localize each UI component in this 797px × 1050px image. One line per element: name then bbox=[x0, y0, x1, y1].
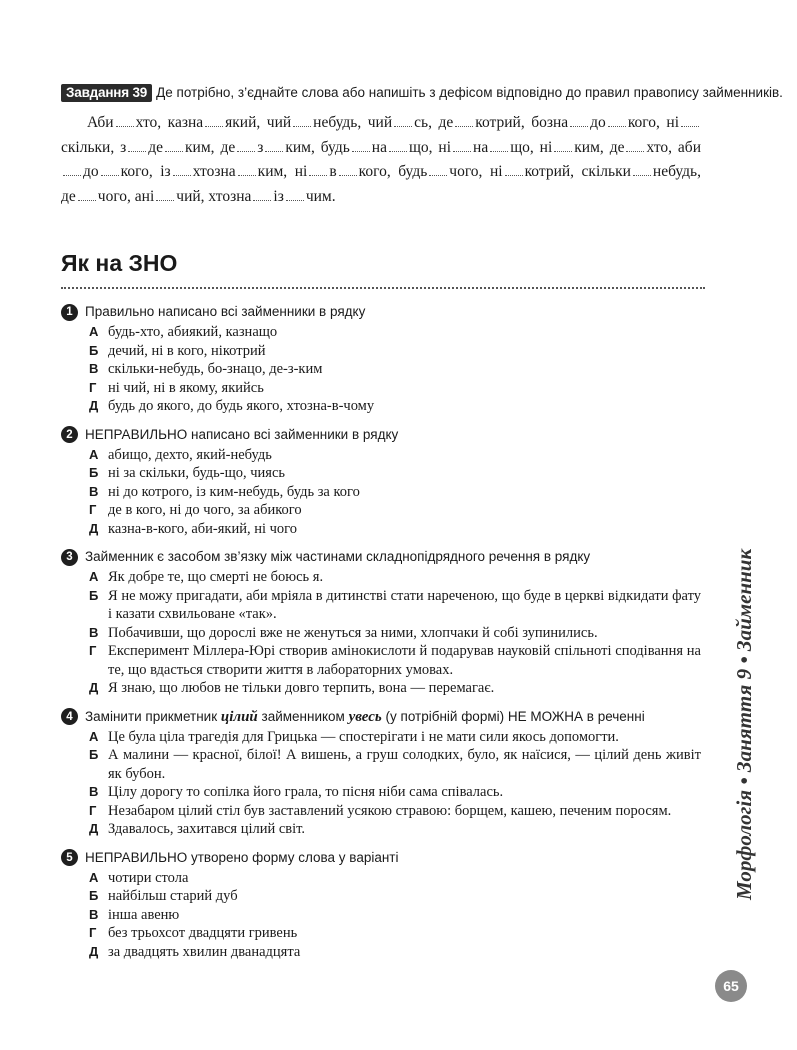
option-text: Здавалось, захитався цілий світ. bbox=[108, 821, 306, 837]
option-letter: Г bbox=[89, 502, 97, 517]
blank-slot bbox=[237, 139, 255, 152]
exercise-word: чого, ні bbox=[449, 163, 503, 180]
exercise-word: сь, де bbox=[414, 114, 454, 131]
exercise-word: до bbox=[590, 114, 606, 131]
option-letter: А bbox=[89, 728, 99, 744]
exercise-word: чим. bbox=[305, 187, 336, 205]
blank-slot bbox=[453, 139, 471, 152]
exercise-word: на bbox=[473, 138, 489, 156]
answer-option bbox=[89, 624, 701, 643]
answer-option bbox=[89, 360, 701, 379]
answer-option bbox=[89, 906, 701, 925]
option-text: найбільш старий дуб bbox=[108, 888, 238, 904]
question-1 bbox=[61, 302, 701, 416]
blank-slot bbox=[339, 163, 357, 176]
option-text: інша авеню bbox=[108, 906, 180, 923]
blank-slot bbox=[429, 163, 447, 176]
blank-slot bbox=[156, 188, 174, 201]
answer-option bbox=[89, 323, 701, 342]
answer-option bbox=[89, 446, 701, 465]
question-4 bbox=[61, 707, 701, 839]
option-text: ні за скільки, будь-що, чиясь bbox=[108, 465, 286, 481]
exercise-word: ким, будь bbox=[285, 138, 350, 156]
answer-options bbox=[61, 568, 701, 698]
exercise-word: кого, із bbox=[120, 163, 171, 180]
option-letter: В bbox=[89, 906, 99, 922]
answer-option bbox=[89, 728, 701, 747]
option-text: Побачивши, що дорослі вже не женуться за ними, хлопчаки й собі зупинились. bbox=[108, 624, 598, 641]
answer-option bbox=[89, 924, 701, 943]
blank-slot bbox=[490, 139, 508, 152]
exercise-word: що, ні bbox=[408, 138, 452, 156]
task-39 bbox=[61, 84, 783, 209]
exercise-word: кого, ні bbox=[627, 114, 680, 131]
option-text: будь до якого, до будь якого, хтозна-в-чому bbox=[108, 398, 375, 414]
blank-slot bbox=[554, 139, 572, 152]
question-number-badge: 4 bbox=[61, 708, 78, 725]
option-text: Цілу дорогу то сопілка його грала, то пісня ніби сама співалась. bbox=[108, 784, 504, 800]
answer-options bbox=[61, 446, 701, 539]
option-letter: Д bbox=[89, 520, 99, 536]
exercise-word: що, ні bbox=[510, 138, 553, 156]
option-letter: А bbox=[89, 324, 99, 339]
sidebar-chapter-label: Морфологія • Заняття 9 • Займенник bbox=[732, 548, 756, 900]
question-keyword: увесь bbox=[348, 708, 382, 725]
blank-slot bbox=[352, 139, 370, 152]
blank-slot bbox=[101, 163, 119, 176]
blank-slot bbox=[633, 163, 651, 176]
exercise-word: в bbox=[329, 163, 337, 180]
option-text: Я знаю, що любов не тільки довго терпить, вона — перемагає. bbox=[108, 680, 495, 696]
option-letter: Д bbox=[89, 680, 99, 695]
exercise-word: небудь, чий bbox=[313, 114, 393, 131]
option-letter: Б bbox=[89, 888, 99, 903]
option-letter: Б bbox=[89, 342, 99, 358]
question-number-badge: 1 bbox=[61, 304, 78, 321]
answer-option bbox=[89, 869, 701, 888]
option-letter: Б bbox=[89, 465, 99, 480]
option-text: Як добре те, що смерті не боюсь я. bbox=[108, 569, 324, 585]
option-text: Це була ціла трагедія для Грицька — спостерігати і не мати сили якось допомогти. bbox=[108, 728, 619, 745]
exercise-word: кого, будь bbox=[358, 163, 428, 180]
blank-slot bbox=[173, 163, 191, 176]
answer-option bbox=[89, 746, 701, 783]
exercise-word: котрий, скільки bbox=[524, 163, 631, 180]
option-text: Експеримент Міллера-Юрі створив амінокислоти й подарував науковій спільноті сподівання на те, що вдасться створити життя в лабораторних умовах. bbox=[108, 643, 701, 678]
option-text: за двадцять хвилин дванадцята bbox=[108, 943, 301, 960]
blank-slot bbox=[394, 114, 412, 127]
question-text: Правильно написано всі займенники в рядку bbox=[85, 304, 366, 319]
answer-option bbox=[89, 943, 701, 962]
blank-slot bbox=[265, 139, 283, 152]
question-text: Займенник є засобом зв’язку між частинами складнопідрядного речення в рядку bbox=[85, 549, 591, 564]
exercise-word: котрий, бозна bbox=[475, 114, 569, 131]
blank-slot bbox=[286, 188, 304, 201]
task-instruction: Де потрібно, з’єднайте слова або напишіть з дефісом відповідно до правил правопису займенників. bbox=[156, 85, 783, 100]
option-letter: А bbox=[89, 569, 99, 584]
option-letter: Б bbox=[89, 587, 99, 603]
blank-slot bbox=[293, 114, 311, 127]
option-letter: Г bbox=[89, 643, 97, 658]
blank-slot bbox=[128, 139, 146, 152]
blank-slot bbox=[309, 163, 327, 176]
blank-slot bbox=[389, 139, 407, 152]
exercise-word: Аби bbox=[87, 114, 114, 131]
answer-option bbox=[89, 642, 701, 679]
answer-option bbox=[89, 887, 701, 906]
option-text: будь-хто, абиякий, казнащо bbox=[108, 324, 278, 340]
question-text bbox=[85, 707, 645, 727]
option-letter: Д bbox=[89, 943, 99, 959]
option-letter: А bbox=[89, 869, 99, 885]
blank-slot bbox=[205, 114, 223, 127]
option-letter: Г bbox=[89, 925, 97, 940]
exercise-word: хто, аби bbox=[646, 138, 701, 156]
exercise-word: чий, хтозна bbox=[176, 187, 252, 205]
option-letter: В bbox=[89, 483, 99, 499]
answer-option bbox=[89, 520, 701, 539]
question-header bbox=[61, 302, 701, 322]
exercise-word: до bbox=[83, 163, 99, 180]
option-text: ні чий, ні в якому, якийсь bbox=[108, 379, 264, 396]
exercise-word: скільки, з bbox=[61, 138, 127, 156]
question-text: НЕПРАВИЛЬНО написано всі займенники в рядку bbox=[85, 426, 399, 442]
option-text: скільки-небудь, бо-знацо, де-з-ким bbox=[108, 361, 323, 377]
blank-slot bbox=[570, 114, 588, 127]
answer-options bbox=[61, 728, 701, 839]
question-number-badge: 2 bbox=[61, 426, 78, 443]
question-number-badge: 3 bbox=[61, 549, 78, 566]
blank-slot bbox=[626, 139, 644, 152]
question-text-part: Замінити прикметник bbox=[85, 708, 221, 724]
option-letter: В bbox=[89, 361, 99, 376]
answer-option bbox=[89, 501, 701, 520]
exercise-word: з bbox=[257, 138, 264, 156]
answer-option bbox=[89, 783, 701, 802]
question-header bbox=[61, 848, 701, 868]
exercise-word: ким, де bbox=[185, 138, 236, 156]
option-letter: Б bbox=[89, 747, 99, 762]
answer-option bbox=[89, 802, 701, 821]
option-text: ні до котрого, із ким-небудь, будь за кого bbox=[108, 483, 360, 500]
blank-slot bbox=[238, 163, 256, 176]
exercise-word: небудь, де bbox=[61, 163, 701, 205]
question-2 bbox=[61, 425, 701, 539]
exercise-word: ким, ні bbox=[257, 163, 308, 180]
blank-slot bbox=[253, 188, 271, 201]
question-header bbox=[61, 547, 701, 567]
option-text: без трьохсот двадцяти гривень bbox=[108, 925, 298, 941]
answer-option bbox=[89, 679, 701, 698]
blank-slot bbox=[116, 114, 134, 127]
task-header bbox=[61, 84, 783, 102]
question-number-badge: 5 bbox=[61, 849, 78, 866]
page-number: 65 bbox=[715, 970, 747, 1002]
answer-options bbox=[61, 323, 701, 416]
answer-option bbox=[89, 342, 701, 361]
answer-option bbox=[89, 483, 701, 502]
question-3 bbox=[61, 547, 701, 698]
option-text: казна-в-кого, аби-який, ні чого bbox=[108, 520, 298, 537]
option-text: чотири стола bbox=[108, 869, 189, 886]
exercise-word: ким, де bbox=[574, 138, 625, 156]
option-letter: Г bbox=[89, 379, 97, 395]
question-keyword: цілий bbox=[220, 708, 258, 725]
blank-slot bbox=[63, 163, 81, 176]
question-5 bbox=[61, 848, 701, 962]
exercise-word: хтозна bbox=[192, 163, 236, 180]
option-text: А малини — красної, білої! А вишень, а груш солодких, було, як наїсися, — цілий день живіт як бубон. bbox=[108, 747, 701, 782]
task-exercise-text bbox=[61, 111, 701, 209]
answer-option bbox=[89, 568, 701, 587]
blank-slot bbox=[165, 139, 183, 152]
exercise-word: де bbox=[148, 138, 164, 156]
exercise-word: із bbox=[273, 187, 284, 205]
option-text: абищо, дехто, який-небудь bbox=[108, 446, 272, 463]
answer-options bbox=[61, 869, 701, 962]
option-text: Незабаром цілий стіл був заставлений усякою стравою: борщем, кашею, печеним поросям. bbox=[108, 802, 672, 819]
answer-option bbox=[89, 397, 701, 416]
option-letter: В bbox=[89, 784, 99, 799]
exercise-word: на bbox=[371, 138, 387, 156]
answer-option bbox=[89, 379, 701, 398]
exercise-word: чого, ані bbox=[97, 187, 155, 205]
answer-option bbox=[89, 587, 701, 624]
answer-option bbox=[89, 820, 701, 839]
option-letter: Д bbox=[89, 398, 99, 413]
answer-option bbox=[89, 464, 701, 483]
question-header bbox=[61, 707, 701, 727]
blank-slot bbox=[608, 114, 626, 127]
questions-list bbox=[61, 302, 701, 970]
blank-slot bbox=[455, 114, 473, 127]
option-letter: А bbox=[89, 446, 99, 462]
blank-slot bbox=[681, 114, 699, 127]
option-text: дечий, ні в кого, нікотрий bbox=[108, 342, 266, 359]
blank-slot bbox=[78, 188, 96, 201]
option-text: Я не можу пригадати, аби мріяла в дитинстві стати нареченою, що буде в церкві відкидати фату і казати схвильоване «так». bbox=[108, 587, 701, 622]
question-text-part: (у потрібній формі) НЕ МОЖНА в реченні bbox=[381, 708, 645, 724]
exercise-word: який, чий bbox=[225, 114, 292, 131]
option-letter: В bbox=[89, 624, 99, 640]
option-letter: Г bbox=[89, 802, 97, 818]
task-badge: Завдання 39 bbox=[61, 84, 152, 102]
question-text: НЕПРАВИЛЬНО утворено форму слова у варіанті bbox=[85, 849, 399, 865]
exercise-word: хто, казна bbox=[135, 114, 204, 131]
question-header bbox=[61, 425, 701, 445]
section-title: Як на ЗНО bbox=[61, 250, 178, 276]
question-text-part: займенником bbox=[257, 708, 349, 724]
option-letter: Д bbox=[89, 821, 99, 836]
option-text: де в кого, ні до чого, за абикого bbox=[108, 502, 302, 518]
blank-slot bbox=[505, 163, 523, 176]
section-divider bbox=[61, 287, 705, 289]
